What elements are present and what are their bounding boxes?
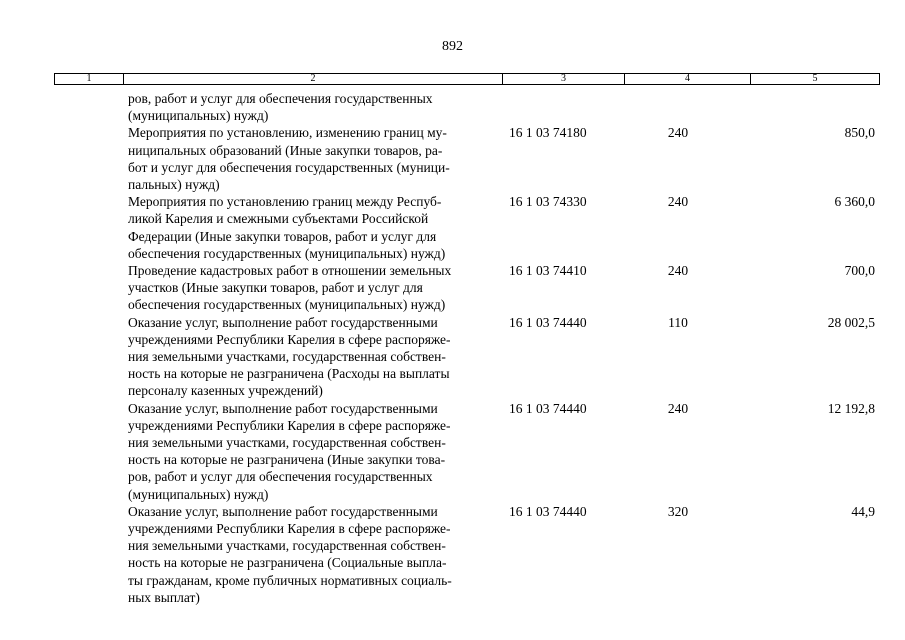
expense-type-code: 320 xyxy=(667,503,689,519)
column-header-1: 1 xyxy=(55,74,124,85)
expense-description: Мероприятия по установлению границ между Респуб- ликой Карелия и смежными субъектами Российской Федерации (Иные закупки товаров, работ и услуг для обеспечения государственных (муниципальных) нужд) xyxy=(128,194,446,261)
target-article-code: 16 1 03 74410 xyxy=(509,263,587,279)
target-article-code: 16 1 03 74440 xyxy=(509,400,587,416)
budget-table-body xyxy=(54,90,879,606)
column-header-5: 5 xyxy=(751,74,880,85)
target-article-code: 16 1 03 74330 xyxy=(509,194,587,210)
expense-type-code: 240 xyxy=(667,125,689,141)
expense-type-code: 110 xyxy=(668,314,688,330)
expense-description: Мероприятия по установлению, изменению границ му- ниципальных образований (Иные закупки товаров, ра- бот и услуг для обеспечения государственных (муници- пальных) нужд) xyxy=(128,125,450,193)
expense-description: Оказание услуг, выполнение работ государственными учреждениями Республики Карелия в сфере распоряже- ния земельными участками, государственная собствен- ность на которые не разграничена (Иные закупки това- ров, работ и услуг для обеспечения государственных (муниципальных) нужд) xyxy=(128,400,451,502)
expense-type-code: 240 xyxy=(667,400,689,416)
target-article-code: 16 1 03 74440 xyxy=(509,314,587,330)
table-row xyxy=(54,193,879,262)
table-row xyxy=(54,90,879,124)
column-header-4: 4 xyxy=(625,74,751,85)
expense-description: Оказание услуг, выполнение работ государственными учреждениями Республики Карелия в сфере распоряже- ния земельными участками, государственная собствен- ность на которые не разграничена (Социальные выпла- ты гражданам, кроме публичных нормативных социаль- ных выплат) xyxy=(128,503,452,605)
table-row xyxy=(54,124,879,193)
amount: 700,0 xyxy=(844,263,875,279)
target-article-code: 16 1 03 74180 xyxy=(509,125,587,141)
amount: 44,9 xyxy=(851,503,875,519)
expense-type-code: 240 xyxy=(667,263,689,279)
amount: 12 192,8 xyxy=(827,400,875,416)
column-header-3: 3 xyxy=(503,74,625,85)
table-row xyxy=(54,262,879,314)
page-number: 892 xyxy=(442,39,463,54)
table-row xyxy=(54,400,879,503)
amount: 28 002,5 xyxy=(827,314,875,330)
expense-description: ров, работ и услуг для обеспечения государственных (муниципальных) нужд) xyxy=(128,91,433,124)
column-header-table xyxy=(54,73,880,85)
amount: 6 360,0 xyxy=(834,194,875,210)
table-row xyxy=(54,314,879,400)
amount: 850,0 xyxy=(844,125,875,141)
expense-description: Оказание услуг, выполнение работ государственными учреждениями Республики Карелия в сфере распоряже- ния земельными участками, государственная собствен- ность на которые не разграничена (Расходы на выплаты персоналу казенных учреждений) xyxy=(128,314,451,399)
target-article-code: 16 1 03 74440 xyxy=(509,503,587,519)
expense-type-code: 240 xyxy=(667,194,689,210)
table-row xyxy=(54,503,879,606)
expense-description: Проведение кадастровых работ в отношении земельных участков (Иные закупки товаров, работ и услуг для обеспечения государственных (муниципальных) нужд) xyxy=(128,263,452,313)
column-header-row xyxy=(55,74,880,85)
column-header-2: 2 xyxy=(124,74,503,85)
